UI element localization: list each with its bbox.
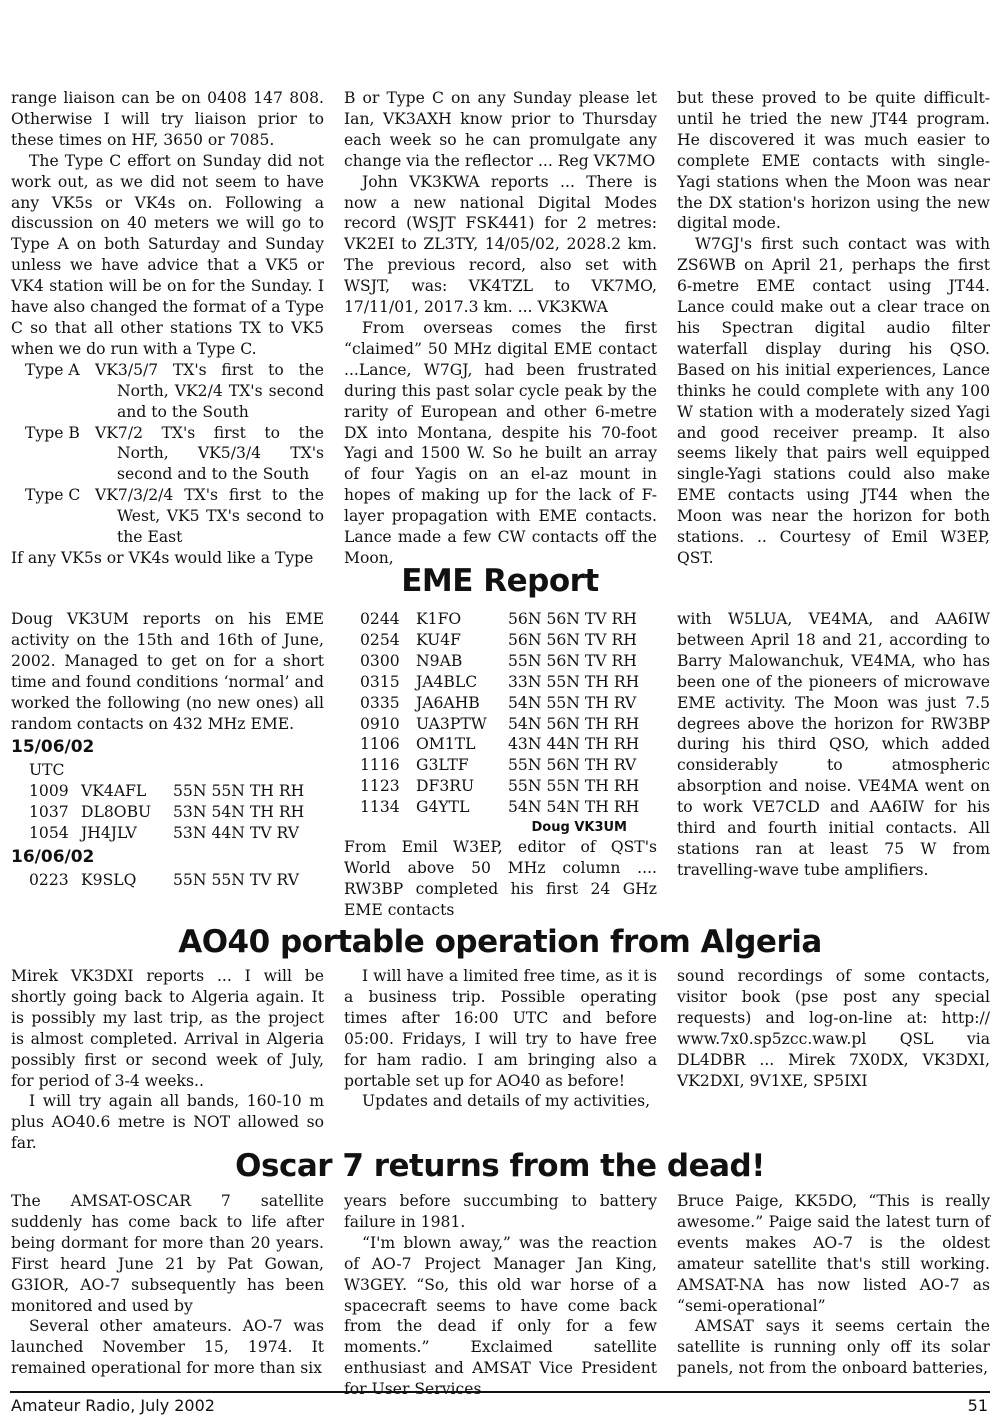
paragraph: W7GJ's first such contact was with ZS6WB on April 21, perhaps the first 6-metre EME contact using JT44. Lance could make out a clear trace on his Spectran digital audio filter waterfall display during his QSO. Based on his initial experiences, Lance thinks he could complete with any 100 W station with a moderately sized Yagi and good receiver preamp. It also seems likely that pairs well equipped single-Yagi stations could also make EME contacts using JT44 when the Moon was near the horizon for both stations. .. Courtesy of Emil W3EP, QST. <box>677 235 990 567</box>
ao40-column-2 <box>344 966 657 1112</box>
eme-log-3 <box>344 609 657 818</box>
log-row <box>29 802 324 823</box>
paragraph: If any VK5s or VK4s would like a Type <box>11 548 314 567</box>
eme-column-1 <box>11 609 324 891</box>
date-heading: 15/06/02 <box>11 737 95 758</box>
log-callsign: K9SLQ <box>81 871 137 890</box>
log-report: 55N 55N TH RH <box>508 777 640 796</box>
paragraph: I will try again all bands, 160-10 m plus AO40.6 metre is NOT allowed so far. <box>11 1092 324 1153</box>
log-row <box>344 755 657 776</box>
log-time: 1116 <box>360 756 400 775</box>
log-report: 55N 55N TH RH <box>173 782 305 801</box>
ao40-column-1 <box>11 966 324 1154</box>
type-c-row <box>11 485 324 548</box>
type-label: Type B <box>25 423 80 442</box>
type-description: VK7/2 TX's first to the North, VK5/3/4 TX's second and to the South <box>95 423 324 484</box>
paragraph: B or Type C on any Sunday please let Ian, VK3AXH know prior to Thursday each week so he can promulgate any change via the reflector ... Reg VK7MO <box>344 89 657 170</box>
paragraph: The Type C effort on Sunday did not work out, as we did not seem to have any VK5s or VK4s on. Following a discussion on 40 meters we will go to Type A on both Saturday and Sunday unless we have advice that a VK5 or VK4 station will be on for the Sunday. I have also changed the format of a Type C so that all other stations TX to VK5 when we do run with a Type C. <box>11 151 324 358</box>
type-a-row <box>11 360 324 423</box>
log-time: 0244 <box>360 610 400 628</box>
ao40-column-3 <box>677 966 990 1091</box>
log-callsign: DF3RU <box>416 777 475 796</box>
log-report: 56N 56N TV RH <box>508 630 637 649</box>
log-callsign: G3LTF <box>416 756 469 775</box>
log-time: 0300 <box>360 651 400 670</box>
log-row <box>344 714 657 735</box>
log-time: 0910 <box>360 714 400 733</box>
log-callsign: OM1TL <box>416 735 476 754</box>
log-row <box>344 797 657 818</box>
paragraph: From overseas comes the first “claimed” 50 MHz digital EME contact ...Lance, W7GJ, had been frustrated during this past solar cycle peak by the rarity of European and other 6-metre DX into Montana, despite his 70-foot Yagi and 1500 W. So he built an array of four Yagis on an el-az mount in hopes of making up for the lack of F-layer propagation with EME contacts. Lance made a few CW contacts off the Moon, <box>344 318 657 567</box>
oscar-column-3 <box>677 1191 990 1379</box>
section1-column-3 <box>677 88 990 569</box>
log-report: 54N 56N TH RH <box>508 714 640 733</box>
log-time: 0315 <box>360 672 400 691</box>
log-time: 1037 <box>29 803 69 822</box>
log-time: 1123 <box>360 777 400 796</box>
log-report: 55N 55N TV RV <box>173 871 299 890</box>
footer-publication: Amateur Radio, July 2002 <box>11 1396 215 1415</box>
log-row <box>344 776 657 797</box>
log-callsign: JH4JLV <box>81 824 137 843</box>
paragraph: but these proved to be quite difficult- until he tried the new JT44 program. He discovered it was much easier to complete EME contacts with single-Yagi stations when the Moon was near the DX station's horizon using the new digital mode. <box>677 89 990 233</box>
type-b-row <box>11 423 324 486</box>
log-row <box>29 870 324 891</box>
log-time: 1054 <box>29 824 69 843</box>
date-heading: 16/06/02 <box>11 847 95 868</box>
paragraph: Doug VK3UM reports on his EME activity on the 15th and 16th of June, 2002. Managed to get on for a short time and found conditions ‘normal’ and worked the following (no new ones) all random contacts on 432 MHz EME. <box>11 610 324 733</box>
log-time: 0254 <box>360 630 400 649</box>
log-row <box>29 823 324 844</box>
log-callsign: N9AB <box>416 651 463 670</box>
eme-column-2 <box>344 609 657 921</box>
paragraph: range liaison can be on 0408 147 808. Otherwise I will try liaison prior to these times on HF, 3650 or 7085. <box>11 89 324 149</box>
log-report: 53N 44N TV RV <box>173 824 299 843</box>
eme-log-2 <box>29 870 324 891</box>
log-report: 33N 55N TH RH <box>508 672 640 691</box>
paragraph: The AMSAT-OSCAR 7 satellite suddenly has come back to life after being dormant for more than 20 years. First heard June 21 by Pat Gowan, G3IOR, AO-7 subsequently has been monitored and used by <box>11 1192 324 1315</box>
log-report: 55N 56N TV RH <box>508 651 637 670</box>
log-report: 43N 44N TH RH <box>508 735 640 754</box>
log-report: 53N 54N TH RH <box>173 803 305 822</box>
eme-report-heading: EME Report <box>401 563 599 599</box>
ao40-heading: AO40 portable operation from Algeria <box>178 924 822 960</box>
type-description: VK3/5/7 TX's first to the North, VK2/4 TX's second and to the South <box>95 360 324 421</box>
oscar-column-1 <box>11 1191 324 1379</box>
paragraph: “I'm blown away,” was the reaction of AO-7 Project Manager Jan King, W3GEY. “So, this old war horse of a spacecraft seems to have come back from the dead if only for a few moments.” Exclaimed satellite enthusiast and AMSAT Vice President for User Services <box>344 1233 657 1399</box>
log-time: 1009 <box>29 782 69 801</box>
log-callsign: UA3PTW <box>416 714 487 733</box>
log-time: 0335 <box>360 693 400 712</box>
log-row <box>344 651 657 672</box>
paragraph: Bruce Paige, KK5DO, “This is really awesome.” Paige said the latest turn of events makes AO-7 is the oldest amateur satellite that's still working. AMSAT-NA has now listed AO-7 as “semi-operational” <box>677 1192 990 1315</box>
log-report: 54N 54N TH RH <box>508 798 640 817</box>
paragraph: Mirek VK3DXI reports ... I will be shortly going back to Algeria again. It is possibly my last trip, as the project is almost completed. Arrival in Algeria possibly first or second week of July, for period of 3-4 weeks.. <box>11 967 324 1090</box>
log-row <box>344 734 657 755</box>
log-time: 0223 <box>29 871 69 890</box>
log-row <box>344 672 657 693</box>
utc-label: UTC <box>29 761 65 780</box>
section1-column-2 <box>344 88 657 569</box>
paragraph: with W5LUA, VE4MA, and AA6IW between April 18 and 21, according to Barry Malowanchuk, VE4MA, who has been one of the pioneers of microwave EME activity. The Moon was just 7.5 degrees above the horizon for RW3BP during his third QSO, which added considerably to atmospheric absorption and noise. VE4MA went on to work VE7CLD and AA6IW for his third and fourth initial contacts. All stations ran at least 75 W from travelling-wave tube amplifiers. <box>677 610 990 879</box>
paragraph: Several other amateurs. AO-7 was launched November 15, 1974. It remained operational for more than six <box>11 1317 324 1378</box>
log-row <box>344 609 657 630</box>
paragraph: AMSAT says it seems certain the satellite is running only off its solar panels, not from the onboard batteries, <box>677 1317 990 1378</box>
log-callsign: KU4F <box>416 630 461 649</box>
section1-column-1 <box>11 88 324 569</box>
paragraph: From Emil W3EP, editor of QST's World above 50 MHz column .... RW3BP completed his first 24 GHz EME contacts <box>344 838 657 919</box>
log-callsign: VK4AFL <box>81 782 147 801</box>
log-time: 1106 <box>360 735 400 754</box>
footer-divider <box>10 1391 990 1393</box>
eme-column-3 <box>677 609 990 881</box>
footer-page-number: 51 <box>967 1396 988 1415</box>
paragraph: John VK3KWA reports ... There is now a new national Digital Modes record (WSJT FSK441) for 2 metres: VK2EI to ZL3TY, 14/05/02, 2028.2 km. The previous record, also set with WSJT, was: VK4TZL to VK7MO, 17/11/01, 2017.3 km. ... VK3KWA <box>344 172 657 317</box>
eme-log-1 <box>29 760 324 844</box>
paragraph: sound recordings of some contacts, visitor book (pse post any special requests) and log-on-line at: http:// www.7x0.sp5zcc.waw.pl QSL via DL4DBR ... Mirek 7X0DX, VK3DXI, VK2DXI, 9V1XE, SP5IXI <box>677 967 990 1090</box>
oscar-column-2 <box>344 1191 657 1400</box>
author-signature: Doug VK3UM <box>531 820 627 836</box>
oscar7-heading: Oscar 7 returns from the dead! <box>235 1148 765 1184</box>
paragraph: I will have a limited free time, as it is a business trip. Possible operating times after 16:00 UTC and before 05:00. Fridays, I will try to have free for ham radio. I am bringing also a portable set up for AO40 as before! <box>344 967 657 1090</box>
log-callsign: K1FO <box>416 610 462 628</box>
log-callsign: DL8OBU <box>81 803 152 822</box>
log-callsign: G4YTL <box>416 798 470 817</box>
log-report: 55N 56N TH RV <box>508 756 637 775</box>
log-report: 56N 56N TV RH <box>508 610 637 628</box>
type-label: Type A <box>25 360 80 379</box>
log-row <box>29 781 324 802</box>
type-description: VK7/3/2/4 TX's first to the West, VK5 TX's second to the East <box>95 486 324 547</box>
log-row <box>344 630 657 651</box>
log-callsign: JA6AHB <box>416 693 480 712</box>
log-callsign: JA4BLC <box>416 672 478 691</box>
log-time: 1134 <box>360 798 400 817</box>
log-row <box>344 693 657 714</box>
paragraph: Updates and details of my activities, <box>362 1092 651 1111</box>
log-report: 54N 55N TH RV <box>508 693 637 712</box>
paragraph: years before succumbing to battery failure in 1981. <box>344 1192 657 1231</box>
type-label: Type C <box>25 486 81 505</box>
